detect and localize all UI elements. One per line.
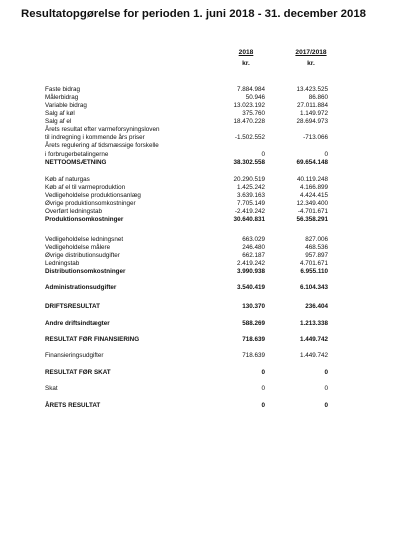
row-label: Andre driftsindtægter xyxy=(45,320,110,327)
value-2017-2018: 236.404 xyxy=(305,303,328,310)
row-label: Køb af naturgas xyxy=(45,176,90,183)
column-year: 2018 xyxy=(238,49,254,56)
row-label: DRIFTSRESULTAT xyxy=(45,303,100,310)
value-2018: 0 xyxy=(261,151,265,158)
value-2017-2018: 0 xyxy=(324,402,328,409)
value-2017-2018: 86.860 xyxy=(308,94,328,101)
row-label: RESULTAT FØR FINANSIERING xyxy=(45,336,140,343)
value-2018: 18.470.228 xyxy=(233,118,265,125)
value-2018: 718.639 xyxy=(242,352,265,359)
value-2018: 2.419.242 xyxy=(236,260,265,267)
value-2018: 130.370 xyxy=(242,303,265,310)
row-label: NETTOOMSÆTNING xyxy=(45,159,107,166)
value-2017-2018: 4.424.415 xyxy=(299,192,328,199)
value-2018: 588.269 xyxy=(242,320,265,327)
column-year: 2017/2018 xyxy=(295,49,327,56)
value-2017-2018: 1.449.742 xyxy=(299,352,328,359)
value-2018: 663.029 xyxy=(242,236,265,243)
value-2017-2018: 4.166.899 xyxy=(299,184,328,191)
value-2018: 7.884.984 xyxy=(236,86,265,93)
row-label: Salg af el xyxy=(45,118,72,125)
value-2018: 662.187 xyxy=(242,252,265,259)
value-2017-2018: 1.213.338 xyxy=(299,320,328,327)
row-label: Vedligeholdelse målere xyxy=(45,244,111,251)
value-2018: 13.023.192 xyxy=(233,102,265,109)
value-2017-2018: 27.011.884 xyxy=(296,102,328,109)
row-label: Distributionsomkostninger xyxy=(45,268,126,275)
value-2018: -2.419.242 xyxy=(234,208,265,215)
value-2017-2018: 0 xyxy=(324,151,328,158)
row-label: til indregning i kommende års priser xyxy=(45,134,145,141)
value-2018: 718.639 xyxy=(242,336,265,343)
value-2017-2018: 827.006 xyxy=(305,236,328,243)
column-unit: kr. xyxy=(242,60,250,67)
value-2017-2018: -4.701.671 xyxy=(297,208,328,215)
row-label: ÅRETS RESULTAT xyxy=(45,402,101,409)
row-label: Køb af el til varmeproduktion xyxy=(45,184,126,191)
value-2017-2018: 56.358.291 xyxy=(296,216,328,223)
value-2018: 3.990.938 xyxy=(236,268,265,275)
value-2018: 50.946 xyxy=(245,94,265,101)
row-label: Administrationsudgifter xyxy=(45,284,117,291)
row-label: Vedligeholdelse ledningsnet xyxy=(45,236,124,243)
value-2018: 0 xyxy=(261,385,265,392)
value-2017-2018: 1.449.742 xyxy=(299,336,328,343)
row-label: Øvrige produktionsomkostninger xyxy=(45,200,136,207)
row-label: i forbrugerbetalingerne xyxy=(45,151,109,158)
value-2017-2018: -713.066 xyxy=(303,134,328,141)
value-2018: 3.540.419 xyxy=(236,284,265,291)
value-2018: 20.290.519 xyxy=(233,176,265,183)
row-label: Overført ledningstab xyxy=(45,208,103,215)
value-2017-2018: 4.701.671 xyxy=(299,260,328,267)
row-label: Variable bidrag xyxy=(45,102,87,109)
column-unit: kr. xyxy=(307,60,315,67)
value-2017-2018: 957.897 xyxy=(305,252,328,259)
value-2018: 30.640.831 xyxy=(233,216,265,223)
value-2018: -1.502.552 xyxy=(234,134,265,141)
page-title: Resultatopgørelse for perioden 1. juni 2018 - 31. december 2018 xyxy=(21,8,367,20)
row-label: Salg af køl xyxy=(45,110,75,117)
value-2018: 3.639.163 xyxy=(236,192,265,199)
column-header-2018 xyxy=(228,49,264,67)
row-label: Øvrige distributionsudgifter xyxy=(45,252,120,259)
value-2017-2018: 468.536 xyxy=(305,244,328,251)
row-label: Årets regulering af tidsmæssige forskelle xyxy=(45,142,159,149)
row-label: Årets resultat efter varmeforsyningsloven xyxy=(45,126,160,133)
row-label: RESULTAT FØR SKAT xyxy=(45,369,111,376)
value-2018: 38.302.558 xyxy=(233,159,265,166)
value-2017-2018: 0 xyxy=(324,385,328,392)
row-label: Faste bidrag xyxy=(45,86,81,93)
value-2017-2018: 6.955.110 xyxy=(300,268,328,275)
row-label: Ledningstab xyxy=(45,260,80,267)
value-2018: 0 xyxy=(261,402,265,409)
value-2017-2018: 6.104.343 xyxy=(299,284,328,291)
value-2017-2018: 0 xyxy=(324,369,328,376)
value-2017-2018: 28.694.973 xyxy=(296,118,328,125)
value-2018: 0 xyxy=(261,369,265,376)
row-label: Målerbidrag xyxy=(45,94,79,101)
value-2017-2018: 69.654.148 xyxy=(296,159,328,166)
value-2018: 1.425.242 xyxy=(236,184,265,191)
row-label: Vedligeholdelse produktionsanlæg xyxy=(45,192,141,199)
value-2018: 7.705.149 xyxy=(236,200,265,207)
value-2017-2018: 1.149.972 xyxy=(299,110,328,117)
value-2018: 246.480 xyxy=(242,244,265,251)
row-label: Skat xyxy=(45,385,58,392)
row-label: Produktionsomkostninger xyxy=(45,216,124,223)
value-2017-2018: 12.349.400 xyxy=(296,200,328,207)
value-2017-2018: 13.423.525 xyxy=(296,86,328,93)
value-2017-2018: 40.119.248 xyxy=(296,176,328,183)
row-label: Finansieringsudgifter xyxy=(45,352,104,359)
value-2018: 375.760 xyxy=(242,110,265,117)
column-header-2017-2018 xyxy=(287,49,335,67)
